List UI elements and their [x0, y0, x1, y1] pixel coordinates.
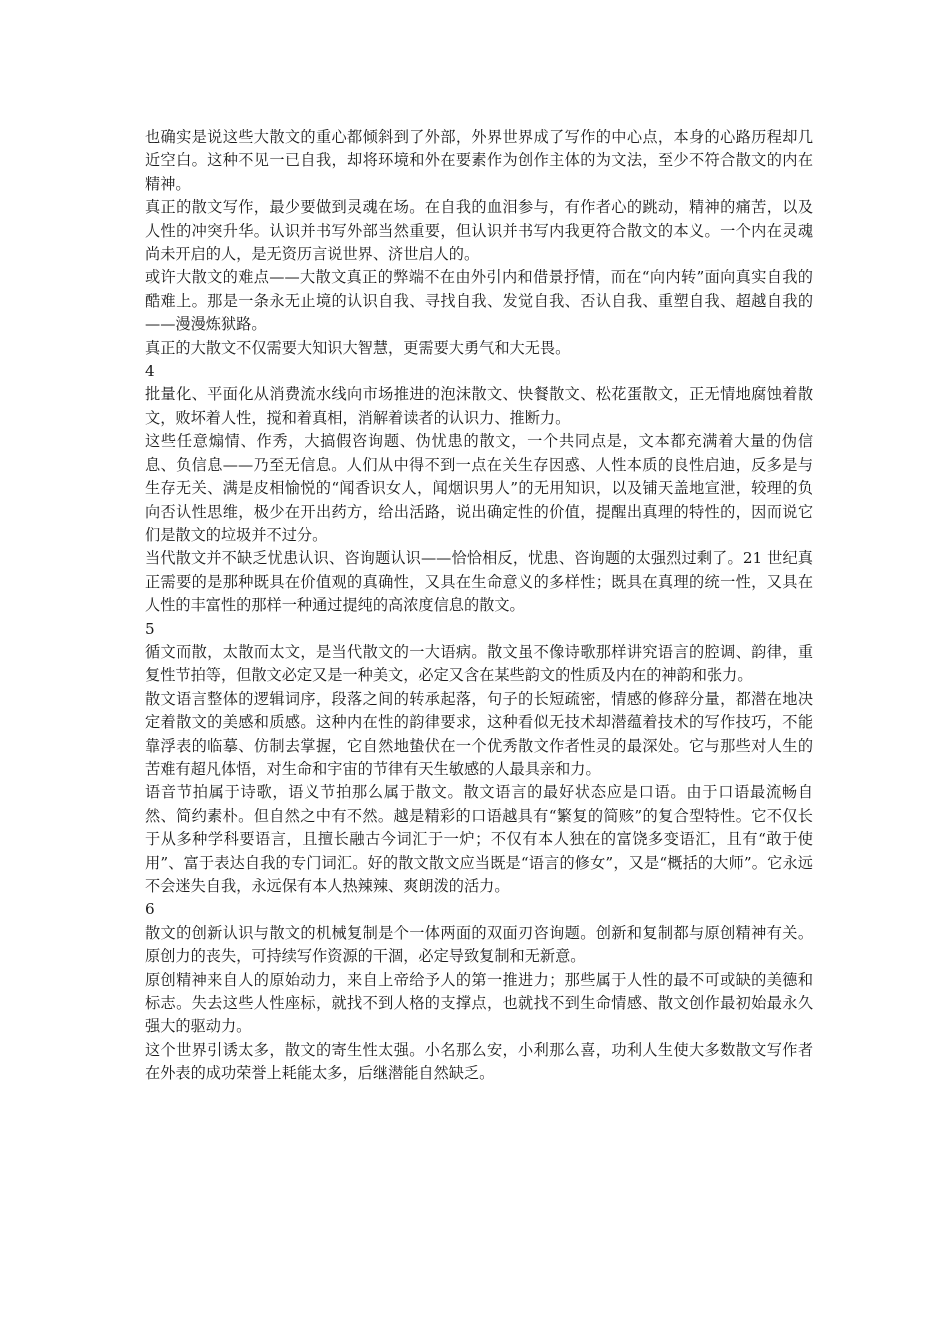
paragraph: 语音节拍属于诗歌，语义节拍那么属于散文。散文语言的最好状态应是口语。由于口语最流畅自然、简约素朴。但自然之中有不然。越是精彩的口语越具有“繁复的简赅”的复合型特性。它不仅长于从多种学科要语言，且擅长融古今词汇于一炉；不仅有本人独在的富饶多变语汇，且有“敢于使用”、富于表达自我的专门词汇。好的散文散文应当既是“语言的修女”，又是“概括的大师”。它永远不会迷失自我，永远保有本人热辣辣、爽朗泼的活力。 — [145, 783, 813, 895]
section-number: 5 — [145, 619, 155, 638]
paragraph: 散文语言整体的逻辑词序，段落之间的转承起落，句子的长短疏密，情感的修辞分量，都潜在地决定着散文的美感和质感。这种内在性的韵律要求，这种看似无技术却潜蕴着技术的写作技巧，不能靠浮表的临摹、仿制去掌握，它自然地蛰伏在一个优秀散文作者性灵的最深处。它与那些对人生的苦难有超凡体悟，对生命和宇宙的节律有天生敏感的人最具亲和力。 — [145, 689, 813, 778]
paragraph: 当代散文并不缺乏忧患认识、咨询题认识——恰恰相反，忧患、咨询题的太强烈过剩了。21 世纪真正需要的是那种既具在价值观的真确性，又具在生命意义的多样性；既具在真理的统一性，又具在人性的丰富性的那样一种通过提纯的高浓度信息的散文。 — [145, 549, 813, 615]
paragraph: 真正的散文写作，最少要做到灵魂在场。在自我的血泪参与，有作者心的跳动，精神的痛苦，以及人性的冲突升华。认识并书写外部当然重要，但认识并书写内我更符合散文的本义。一个内在灵魂尚未开启的人，是无资历言说世界、济世启人的。 — [145, 198, 813, 264]
paragraph: 散文的创新认识与散文的机械复制是个一体两面的双面刃咨询题。创新和复制都与原创精神有关。原创力的丧失，可持续写作资源的干涸，必定导致复制和无新意。 — [145, 923, 813, 966]
paragraph: 这个世界引诱太多，散文的寄生性太强。小名那么安，小利那么喜，功利人生使大多数散文写作者在外表的成功荣誉上耗能太多，后继潜能自然缺乏。 — [145, 1040, 813, 1083]
section-number: 6 — [145, 900, 155, 919]
document-body — [145, 126, 813, 1086]
paragraph: 批量化、平面化从消费流水线向市场推进的泡沫散文、快餐散文、松花蛋散文，正无情地腐蚀着散文，败坏着人性，搅和着真相，消解着读者的认识力、推断力。 — [145, 385, 813, 427]
section-number: 4 — [145, 362, 155, 381]
paragraph: 真正的大散文不仅需要大知识大智慧，更需要大勇气和大无畏。 — [145, 338, 571, 357]
paragraph: 或许大散文的难点——大散文真正的弊端不在由外引内和借景抒情，而在“向内转”面向真实自我的酷难上。那是一条永无止境的认识自我、寻找自我、发觉自我、否认自我、重塑自我、超越自我的——漫漫炼狱路。 — [145, 268, 813, 334]
paragraph: 原创精神来自人的原始动力，来自上帝给予人的第一推进力；那些属于人性的最不可或缺的美德和标志。失去这些人性座标，就找不到人格的支撑点，也就找不到生命情感、散文创作最初始最永久强大的驱动力。 — [145, 970, 813, 1036]
paragraph: 循文而散，太散而太文，是当代散文的一大语病。散文虽不像诗歌那样讲究语言的腔调、韵律，重复性节拍等，但散文必定又是一种美文，必定又含在某些韵文的性质及内在的神韵和张力。 — [145, 642, 813, 685]
paragraph: 这些任意煽情、作秀，大搞假咨询题、伪忧患的散文，一个共同点是，文本都充满着大量的伪信息、负信息——乃至无信息。人们从中得不到一点在关生存因惑、人性本质的良性启迪，反多是与生存无关、满是皮相愉悦的“闻香识女人，闻烟识男人”的无用知识，以及铺天盖地宣泄，较理的负向否认性思维，极少在开出药方，给出活路，说出确定性的价值，提醒出真理的特性的，因而说它们是散文的垃圾并不过分。 — [145, 432, 813, 544]
paragraph: 也确实是说这些大散文的重心都倾斜到了外部，外界世界成了写作的中心点，本身的心路历程却几近空白。这种不见一已自我，却将环境和外在要素作为创作主体的为文法，至少不符合散文的内在精神。 — [145, 128, 813, 193]
